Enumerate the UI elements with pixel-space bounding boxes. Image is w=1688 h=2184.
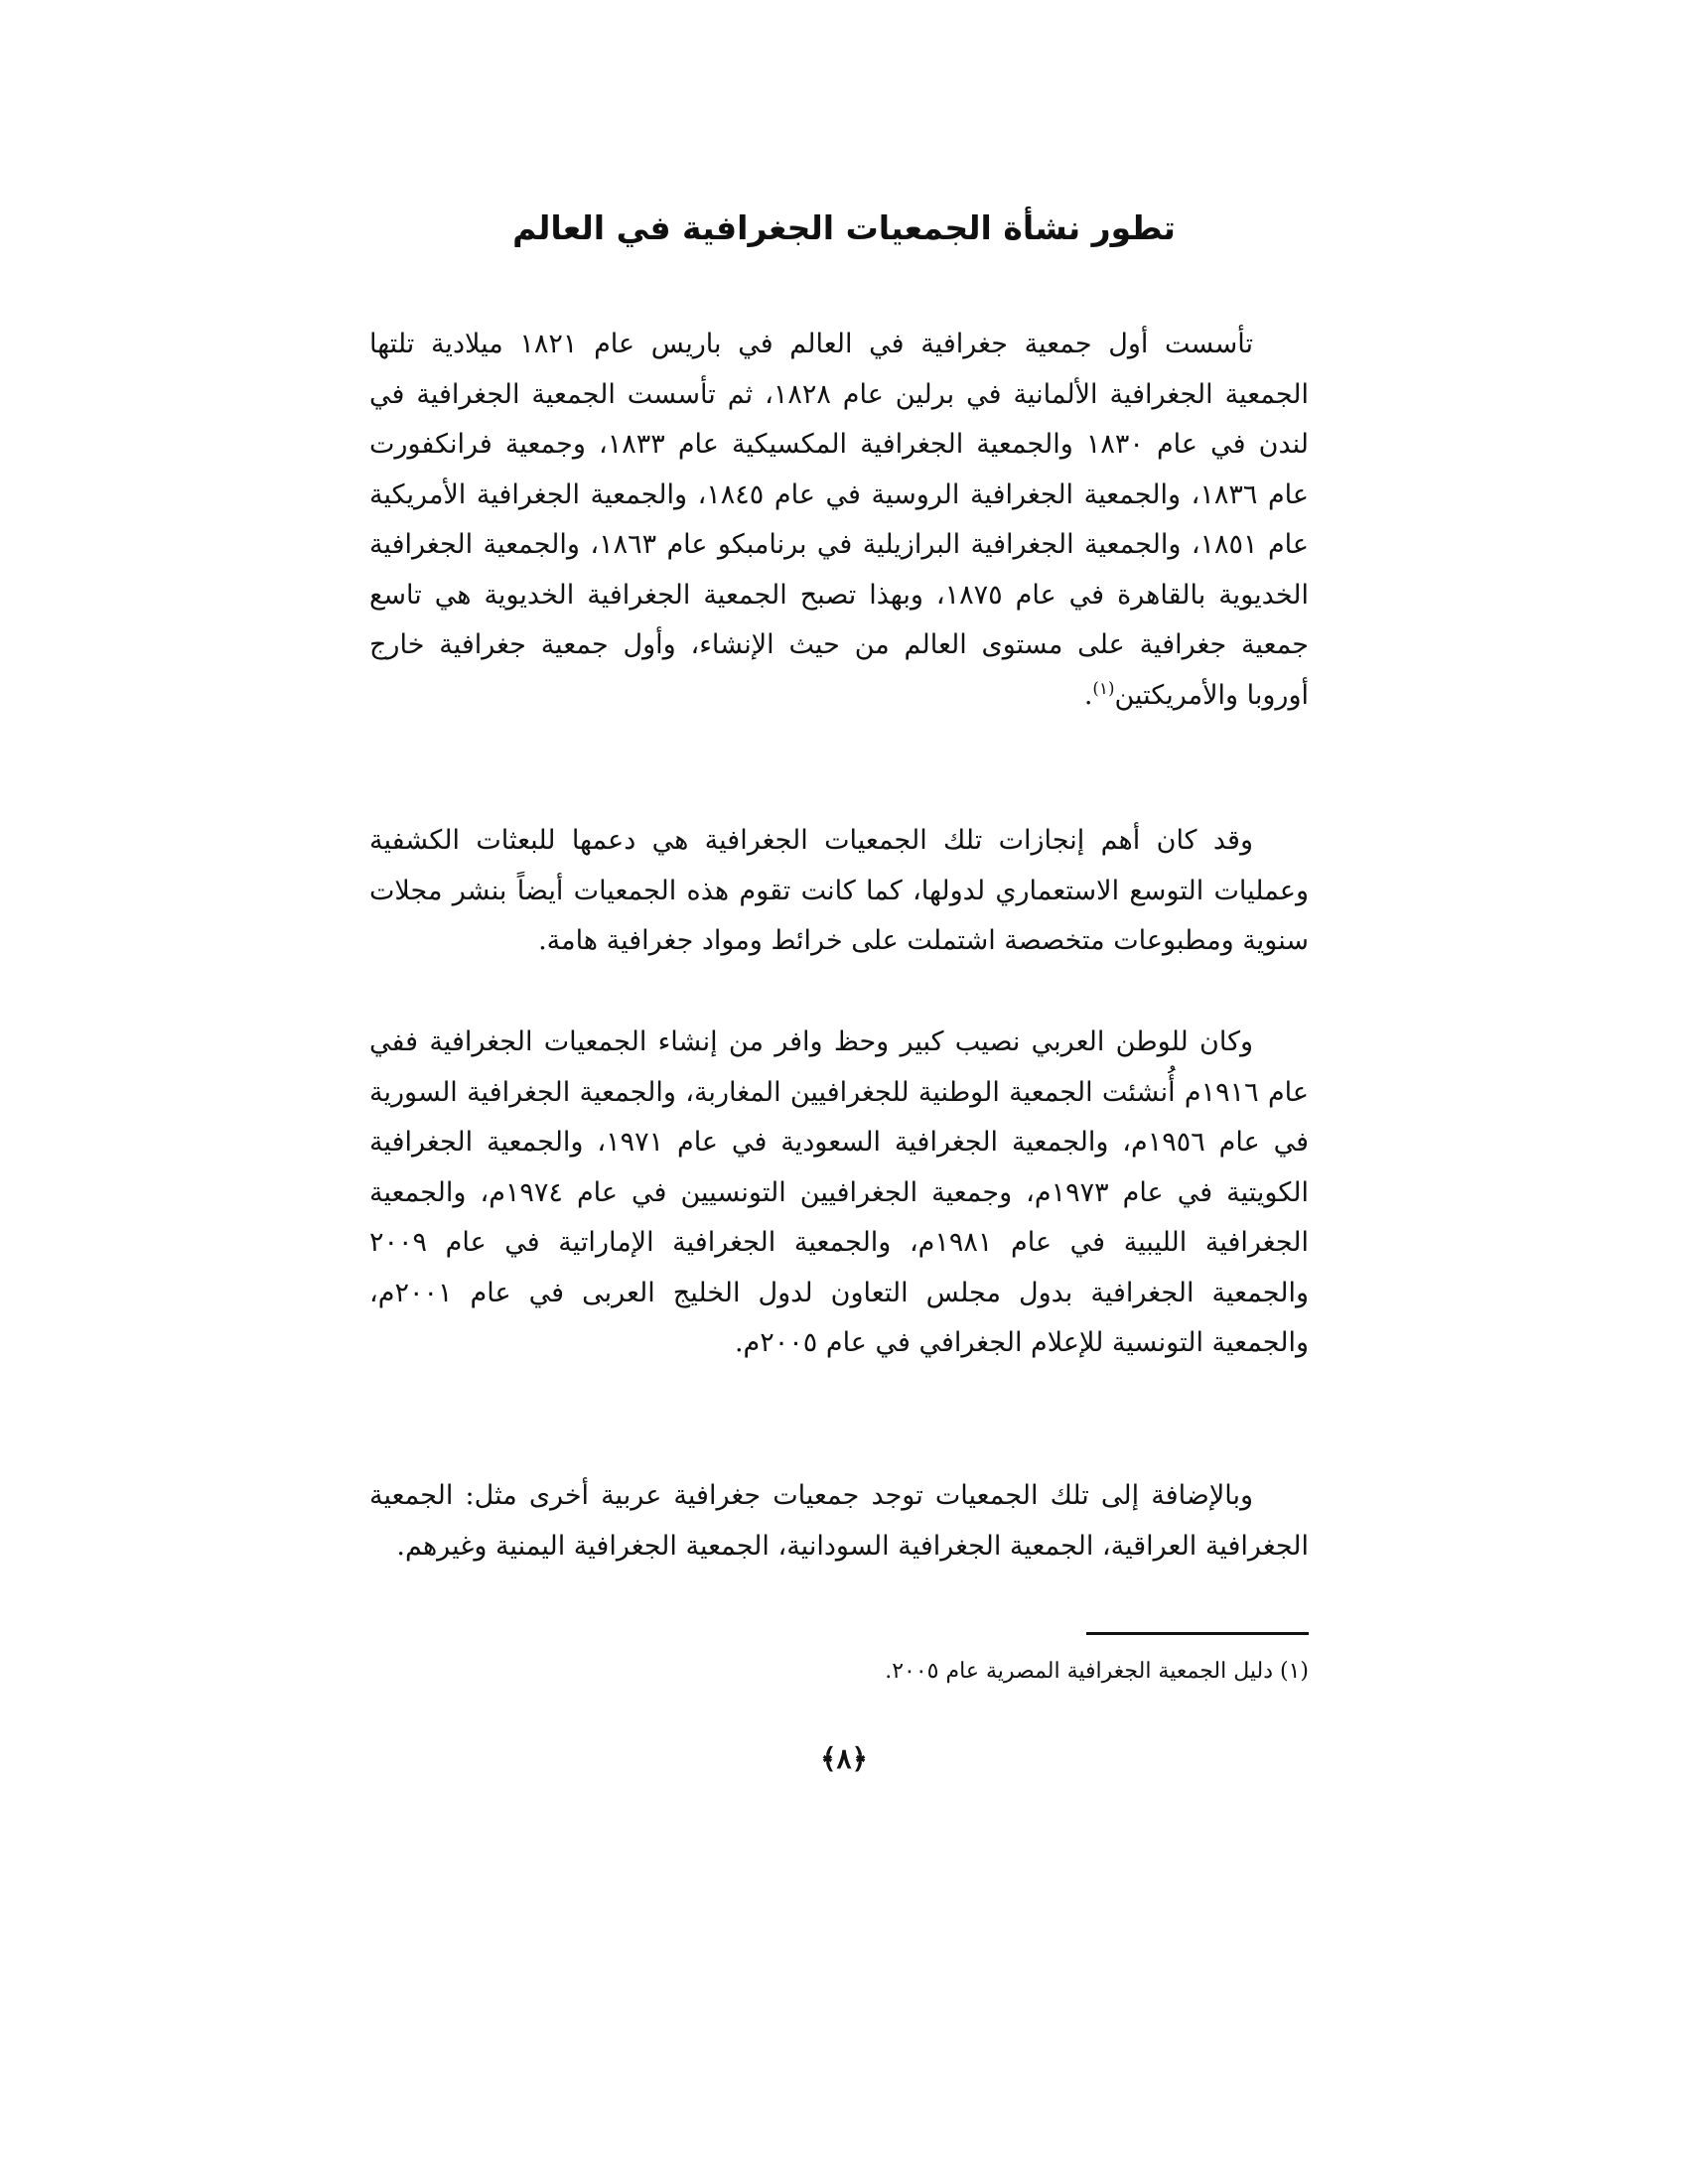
paragraph-end-punctuation: .	[1083, 679, 1093, 711]
paragraph-text: تأسست أول جمعية جغرافية في العالم في باريس عام ١٨٢١ ميلادية تلتها الجمعية الجغرافية الألمانية في برلين عام ١٨٢٨، ثم تأسست الجمعية الجغرافية في لندن في عام ١٨٣٠ والجمعية الجغرافية المكسيكية عام ١٨٣٣، وجمعية فرانكفورت عام ١٨٣٦، والجمعية الجغرافية الروسية في عام ١٨٤٥، والجمعية الجغرافية الأمريكية عام ١٨٥١، والجمعية الجغرافية البرازيلية في برنامبكو عام ١٨٦٣، والجمعية الجغرافية الخديوية بالقاهرة في عام ١٨٧٥، وبهذا تصبح الجمعية الجغرافية الخديوية هي تاسع جمعية جغرافية على مستوى العالم من حيث الإنشاء، وأول جمعية جغرافية خارج أوروبا والأمريكتين	[369, 329, 1310, 711]
paragraph-achievements: وقد كان أهم إنجازات تلك الجمعيات الجغرافية هي دعمها للبعثات الكشفية وعمليات التوسع الاستعماري لدولها، كما كانت تقوم هذه الجمعيات أيضاً بنشر مجلات سنوية ومطبوعات متخصصة اشتملت على خرائط ومواد جغرافية هامة.	[369, 825, 1309, 956]
footnote: (١) دليل الجمعية الجغرافية المصرية عام ٢٠٠٥.	[885, 1659, 1309, 1684]
page-number: ﴿٨﴾	[820, 1742, 868, 1775]
page-title: تطور نشأة الجمعيات الجغرافية في العالم	[512, 208, 1176, 247]
paragraph-founding-history	[369, 320, 1309, 721]
footnote-divider	[1086, 1632, 1309, 1635]
footnote-reference[interactable]: (١)	[1092, 677, 1115, 698]
paragraph-other-arab-societies: وبالإضافة إلى تلك الجمعيات توجد جمعيات جغرافية عربية أخرى مثل: الجمعية الجغرافية العراقية، الجمعية الجغرافية السودانية، الجمعية الجغرافية اليمنية وغيرهم.	[369, 1480, 1309, 1562]
paragraph-arab-societies: وكان للوطن العربي نصيب كبير وحظ وافر من إنشاء الجمعيات الجغرافية ففي عام ١٩١٦م أُنشئت الجمعية الوطنية للجغرافيين المغاربة، والجمعية الجغرافية السورية في عام ١٩٥٦م، والجمعية الجغرافية السعودية في عام ١٩٧١، والجمعية الجغرافية الكويتية في عام ١٩٧٣م، وجمعية الجغرافيين التونسيين في عام ١٩٧٤م، والجمعية الجغرافية الليبية في عام ١٩٨١م، والجمعية الجغرافية الإماراتية في عام ٢٠٠٩ والجمعية الجغرافية بدول مجلس التعاون لدول الخليج العربى في عام ٢٠٠١م، والجمعية التونسية للإعلام الجغرافي في عام ٢٠٠٥م.	[369, 1026, 1310, 1358]
